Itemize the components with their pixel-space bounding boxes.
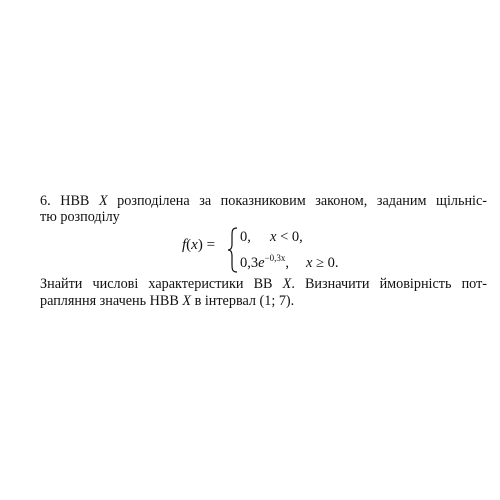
formula-case-2-condition: [306, 255, 339, 271]
variable-x: X: [282, 276, 292, 292]
formula-case-1: [240, 229, 251, 245]
case2-e: e: [258, 255, 265, 271]
problem-line-3: [40, 276, 487, 292]
problem-line-4: [40, 293, 294, 309]
left-brace-icon: [227, 227, 239, 273]
formula-paren-open: (: [186, 237, 192, 253]
task-text-start: Знайти числові характеристики ВВ: [40, 276, 283, 292]
density-formula: [182, 226, 362, 274]
formula-equals: =: [202, 237, 216, 253]
problem-line-1: [40, 193, 487, 209]
formula-case-2: [240, 255, 289, 271]
case1-cond-var: x: [270, 229, 277, 245]
formula-case-1-condition: [270, 229, 303, 245]
formula-x: x: [191, 237, 198, 253]
case2-exponent: −0,3x: [264, 253, 286, 263]
case1-value: 0,: [240, 229, 251, 245]
case1-cond: < 0,: [276, 229, 303, 245]
problem-intro: 6. НВВ: [40, 193, 99, 209]
case2-cond-var: x: [306, 255, 313, 271]
case2-coef: 0,3: [240, 255, 259, 271]
formula-f: f: [182, 237, 187, 253]
case2-comma: ,: [285, 255, 290, 271]
task-text-start: рапляння значень НВВ: [40, 293, 183, 309]
task-text-end: в інтервал (1; 7).: [191, 293, 295, 309]
problem-description: розподілена за показниковим законом, заданим щільніс-: [107, 193, 488, 209]
variable-x: X: [98, 193, 108, 209]
variable-x: X: [182, 293, 192, 309]
formula-paren-close: ): [197, 237, 203, 253]
problem-line-2: тю розподілу: [40, 209, 120, 225]
case2-cond: ≥ 0.: [312, 255, 339, 271]
task-text-end: . Визначити ймовірність пот-: [291, 276, 487, 292]
formula-lhs: [182, 236, 215, 254]
